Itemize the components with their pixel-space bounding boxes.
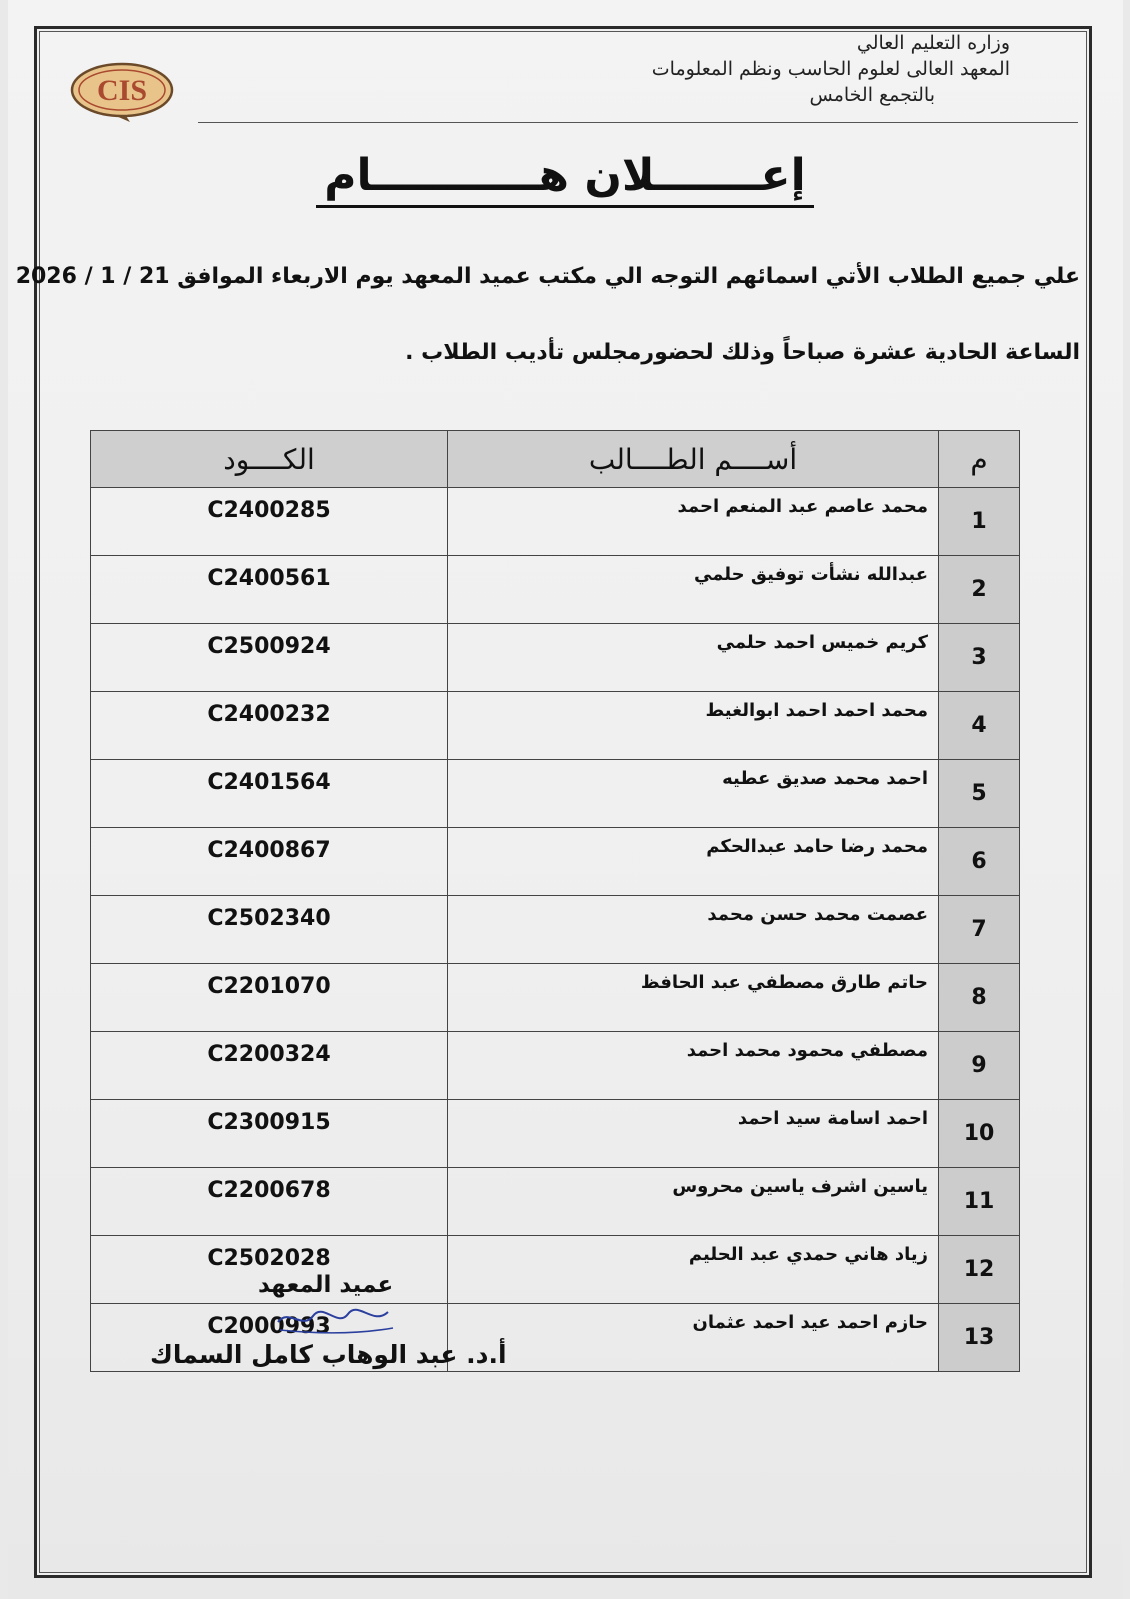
student-name: عبدالله نشأت توفيق حلمي [448,556,939,624]
table-body [91,488,1020,1372]
table-row [91,828,1020,896]
row-number: 7 [939,896,1020,964]
row-number: 12 [939,1236,1020,1304]
announcement-text-line-2: الساعة الحادية عشرة صباحاً وذلك لحضورمجلس تأديب الطلاب . [405,340,1080,365]
dean-name: أ.د. عبد الوهاب كامل السماك [150,1340,507,1369]
student-name: مصطفي محمود محمد احمد [448,1032,939,1100]
announcement-text-line-1: علي جميع الطلاب الأتي اسمائهم التوجه الي مكتب عميد المعهد يوم الاربعاء الموافق 21 / 1 / 2026 [15,264,1080,289]
student-code: C2400285 [91,488,448,556]
table-row [91,556,1020,624]
row-number: 2 [939,556,1020,624]
row-number: 3 [939,624,1020,692]
student-name: ياسين اشرف ياسين محروس [448,1168,939,1236]
student-code: C2400867 [91,828,448,896]
row-number: 11 [939,1168,1020,1236]
header-num: م [939,431,1020,488]
row-number: 5 [939,760,1020,828]
student-name: محمد رضا حامد عبدالحكم [448,828,939,896]
student-code: C2401564 [91,760,448,828]
row-number: 13 [939,1304,1020,1372]
student-name: احمد محمد صديق عطيه [448,760,939,828]
institute-name: المعهد العالى لعلوم الحاسب ونظم المعلومات [651,58,1010,80]
table-row [91,896,1020,964]
handwritten-signature [268,1300,398,1340]
student-name: محمد احمد احمد ابوالغيط [448,692,939,760]
student-code: C2502028 [91,1236,448,1304]
logo-text: CIS [96,74,148,107]
table-row [91,624,1020,692]
table-header-row [91,431,1020,488]
institute-logo [68,60,176,122]
row-number: 9 [939,1032,1020,1100]
header-name: أســــم الطــــالب [448,431,939,488]
table-row [91,488,1020,556]
row-number: 1 [939,488,1020,556]
table-row [91,1168,1020,1236]
announcement-title: إعـــــــلان هـــــــــــام [316,150,813,208]
ministry-name: وزاره التعليم العالي [856,32,1010,54]
row-number: 8 [939,964,1020,1032]
student-code: C2000993 [91,1304,448,1372]
header-code: الكــــود [91,431,448,488]
student-code: C2300915 [91,1100,448,1168]
table-row [91,1236,1020,1304]
row-number: 6 [939,828,1020,896]
institute-location: بالتجمع الخامس [809,84,935,106]
student-code: C2400232 [91,692,448,760]
student-name: محمد عاصم عبد المنعم احمد [448,488,939,556]
student-code: C2200324 [91,1032,448,1100]
student-name: احمد اسامة سيد احمد [448,1100,939,1168]
students-table [90,430,1020,1372]
institution-header [590,30,1010,108]
signature-title: عميد المعهد [258,1272,394,1298]
student-code: C2500924 [91,624,448,692]
header-divider [198,122,1078,123]
student-name: كريم خميس احمد حلمي [448,624,939,692]
student-code: C2502340 [91,896,448,964]
table-row [91,964,1020,1032]
student-name: حازم احمد عيد احمد عثمان [448,1304,939,1372]
student-code: C2400561 [91,556,448,624]
student-name: زياد هاني حمدي عبد الحليم [448,1236,939,1304]
table-row [91,692,1020,760]
student-name: حاتم طارق مصطفي عبد الحافظ [448,964,939,1032]
student-code: C2200678 [91,1168,448,1236]
table-row [91,1032,1020,1100]
student-code: C2201070 [91,964,448,1032]
student-name: عصمت محمد حسن محمد [448,896,939,964]
table-row [91,1100,1020,1168]
announcement-title-wrap [0,150,1130,208]
table-row [91,760,1020,828]
row-number: 10 [939,1100,1020,1168]
row-number: 4 [939,692,1020,760]
